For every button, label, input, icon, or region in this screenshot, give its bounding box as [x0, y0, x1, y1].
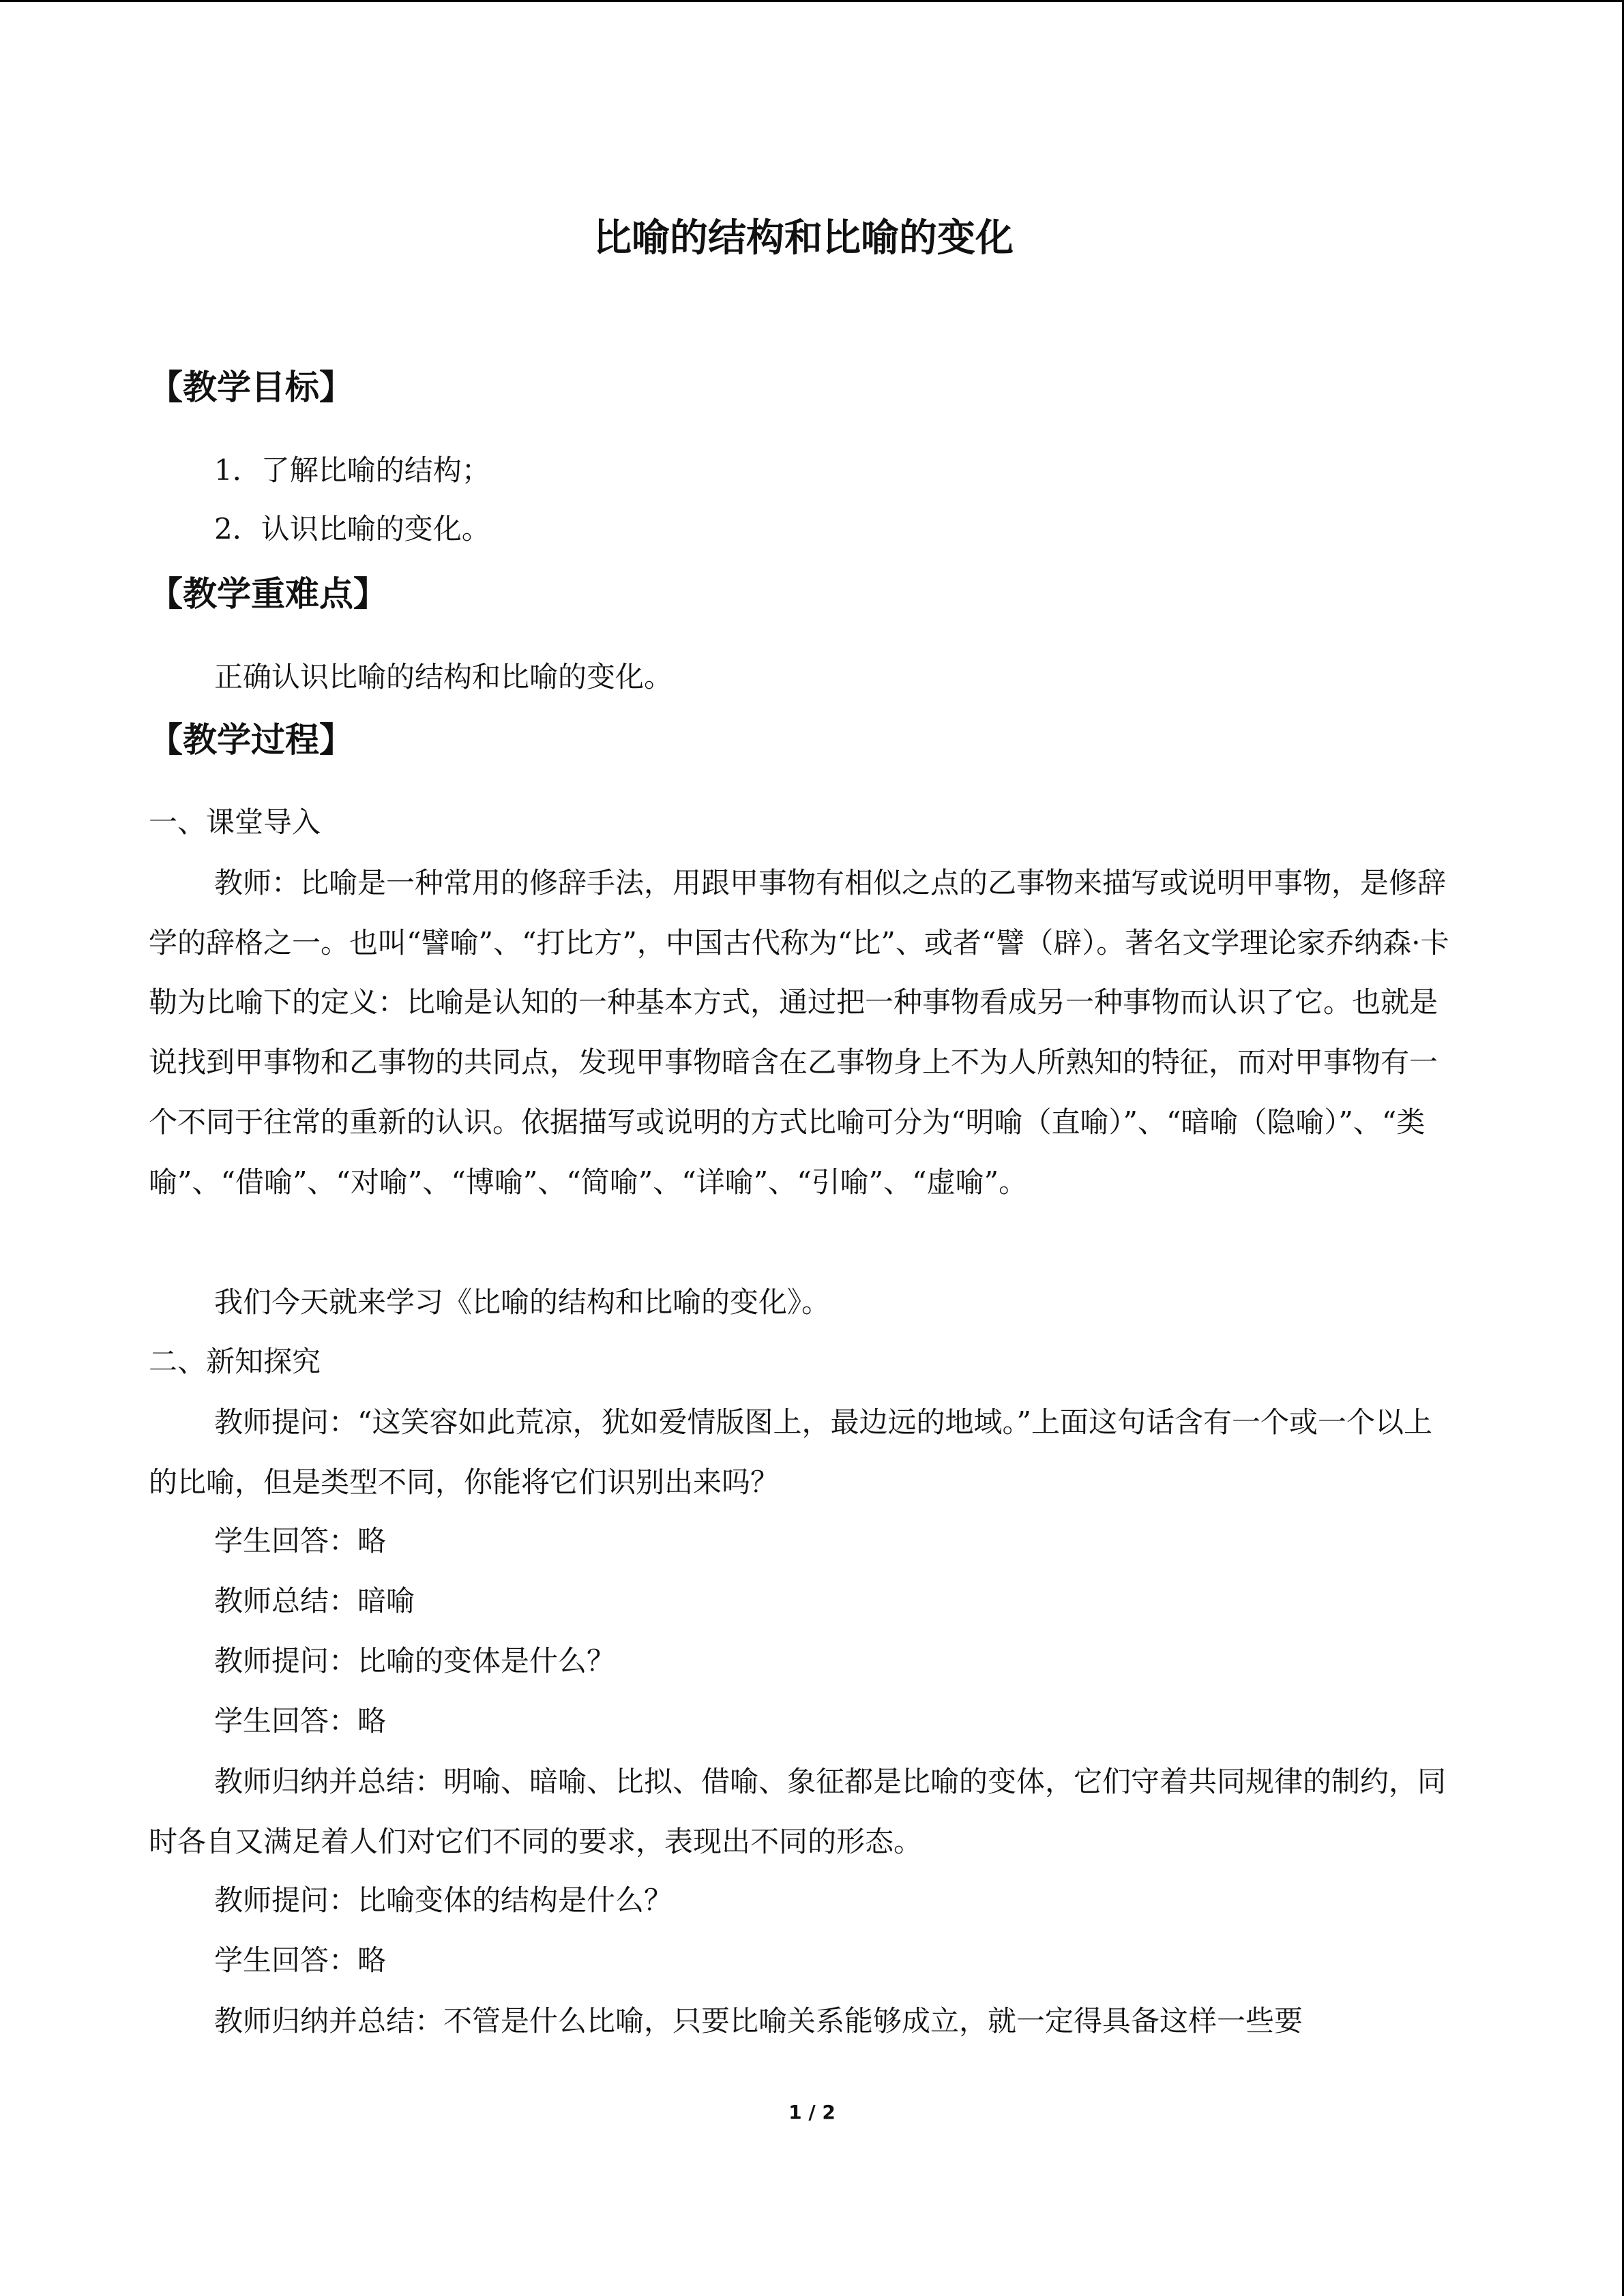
part2-answer-1: 学生回答：略 — [214, 1524, 387, 1557]
objective-item-2: 2．认识比喻的变化。 — [214, 512, 490, 546]
part1-title: 一、课堂导入 — [149, 805, 321, 839]
page-number: 1 / 2 — [788, 2101, 836, 2123]
key-points-text: 正确认识比喻的结构和比喻的变化。 — [214, 660, 673, 694]
part2-summary-3: 教师归纳并总结：不管是什么比喻，只要比喻关系能够成立，就一定得具备这样一些要 — [214, 2004, 1303, 2038]
objective-item-1: 1．了解比喻的结构； — [214, 453, 490, 487]
heading-objectives: 【教学目标】 — [149, 368, 353, 407]
part2-answer-3: 学生回答：略 — [214, 1943, 387, 1977]
part2-summary-1: 教师总结：暗喻 — [214, 1584, 415, 1617]
part2-answer-2: 学生回答：略 — [214, 1704, 387, 1738]
part2-question-2: 教师提问：比喻的变体是什么？ — [214, 1644, 616, 1678]
part2-question-1: 教师提问：“这笑容如此荒凉，犹如爱情版图上，最边远的地域。”上面这句话含有一个或一个以上的比喻，但是类型不同，你能将它们识别出来吗？ — [149, 1405, 1432, 1499]
heading-process: 【教学过程】 — [149, 720, 353, 760]
part1-paragraph-intro: 教师：比喻是一种常用的修辞手法，用跟甲事物有相似之点的乙事物来描写或说明甲事物，是修辞学的辞格之一。也叫“譬喻”、“打比方”，中国古代称为“比”、或者“譬（辟）。著名文学理论家乔纳森·卡勒为比喻下的定义：比喻是认知的一种基本方式，通过把一种事物看成另一种事物而认识了它。也就是说找到甲事物和乙事物的共同点，发现甲事物暗含在乙事物身上不为人所熟知的特征，而对甲事物有一个不同于往常的重新的认识。依据描写或说明的方式比喻可分为“明喻（直喻）”、“暗喻（隐喻）”、“类喻”、“借喻”、“对喻”、“博喻”、“简喻”、“详喻”、“引喻”、“虚喻”。 — [149, 866, 1449, 1199]
part2-title: 二、新知探究 — [149, 1345, 321, 1378]
part2-summary-2: 教师归纳并总结：明喻、暗喻、比拟、借喻、象征都是比喻的变体，它们守着共同规律的制约，同时各自又满足着人们对它们不同的要求，表现出不同的形态。 — [149, 1765, 1447, 1858]
heading-key-points: 【教学重难点】 — [149, 574, 387, 614]
document-title: 比喻的结构和比喻的变化 — [593, 216, 1014, 260]
part2-question-3: 教师提问：比喻变体的结构是什么？ — [214, 1883, 673, 1917]
part1-paragraph-lesson: 我们今天就来学习《比喻的结构和比喻的变化》。 — [214, 1285, 831, 1319]
